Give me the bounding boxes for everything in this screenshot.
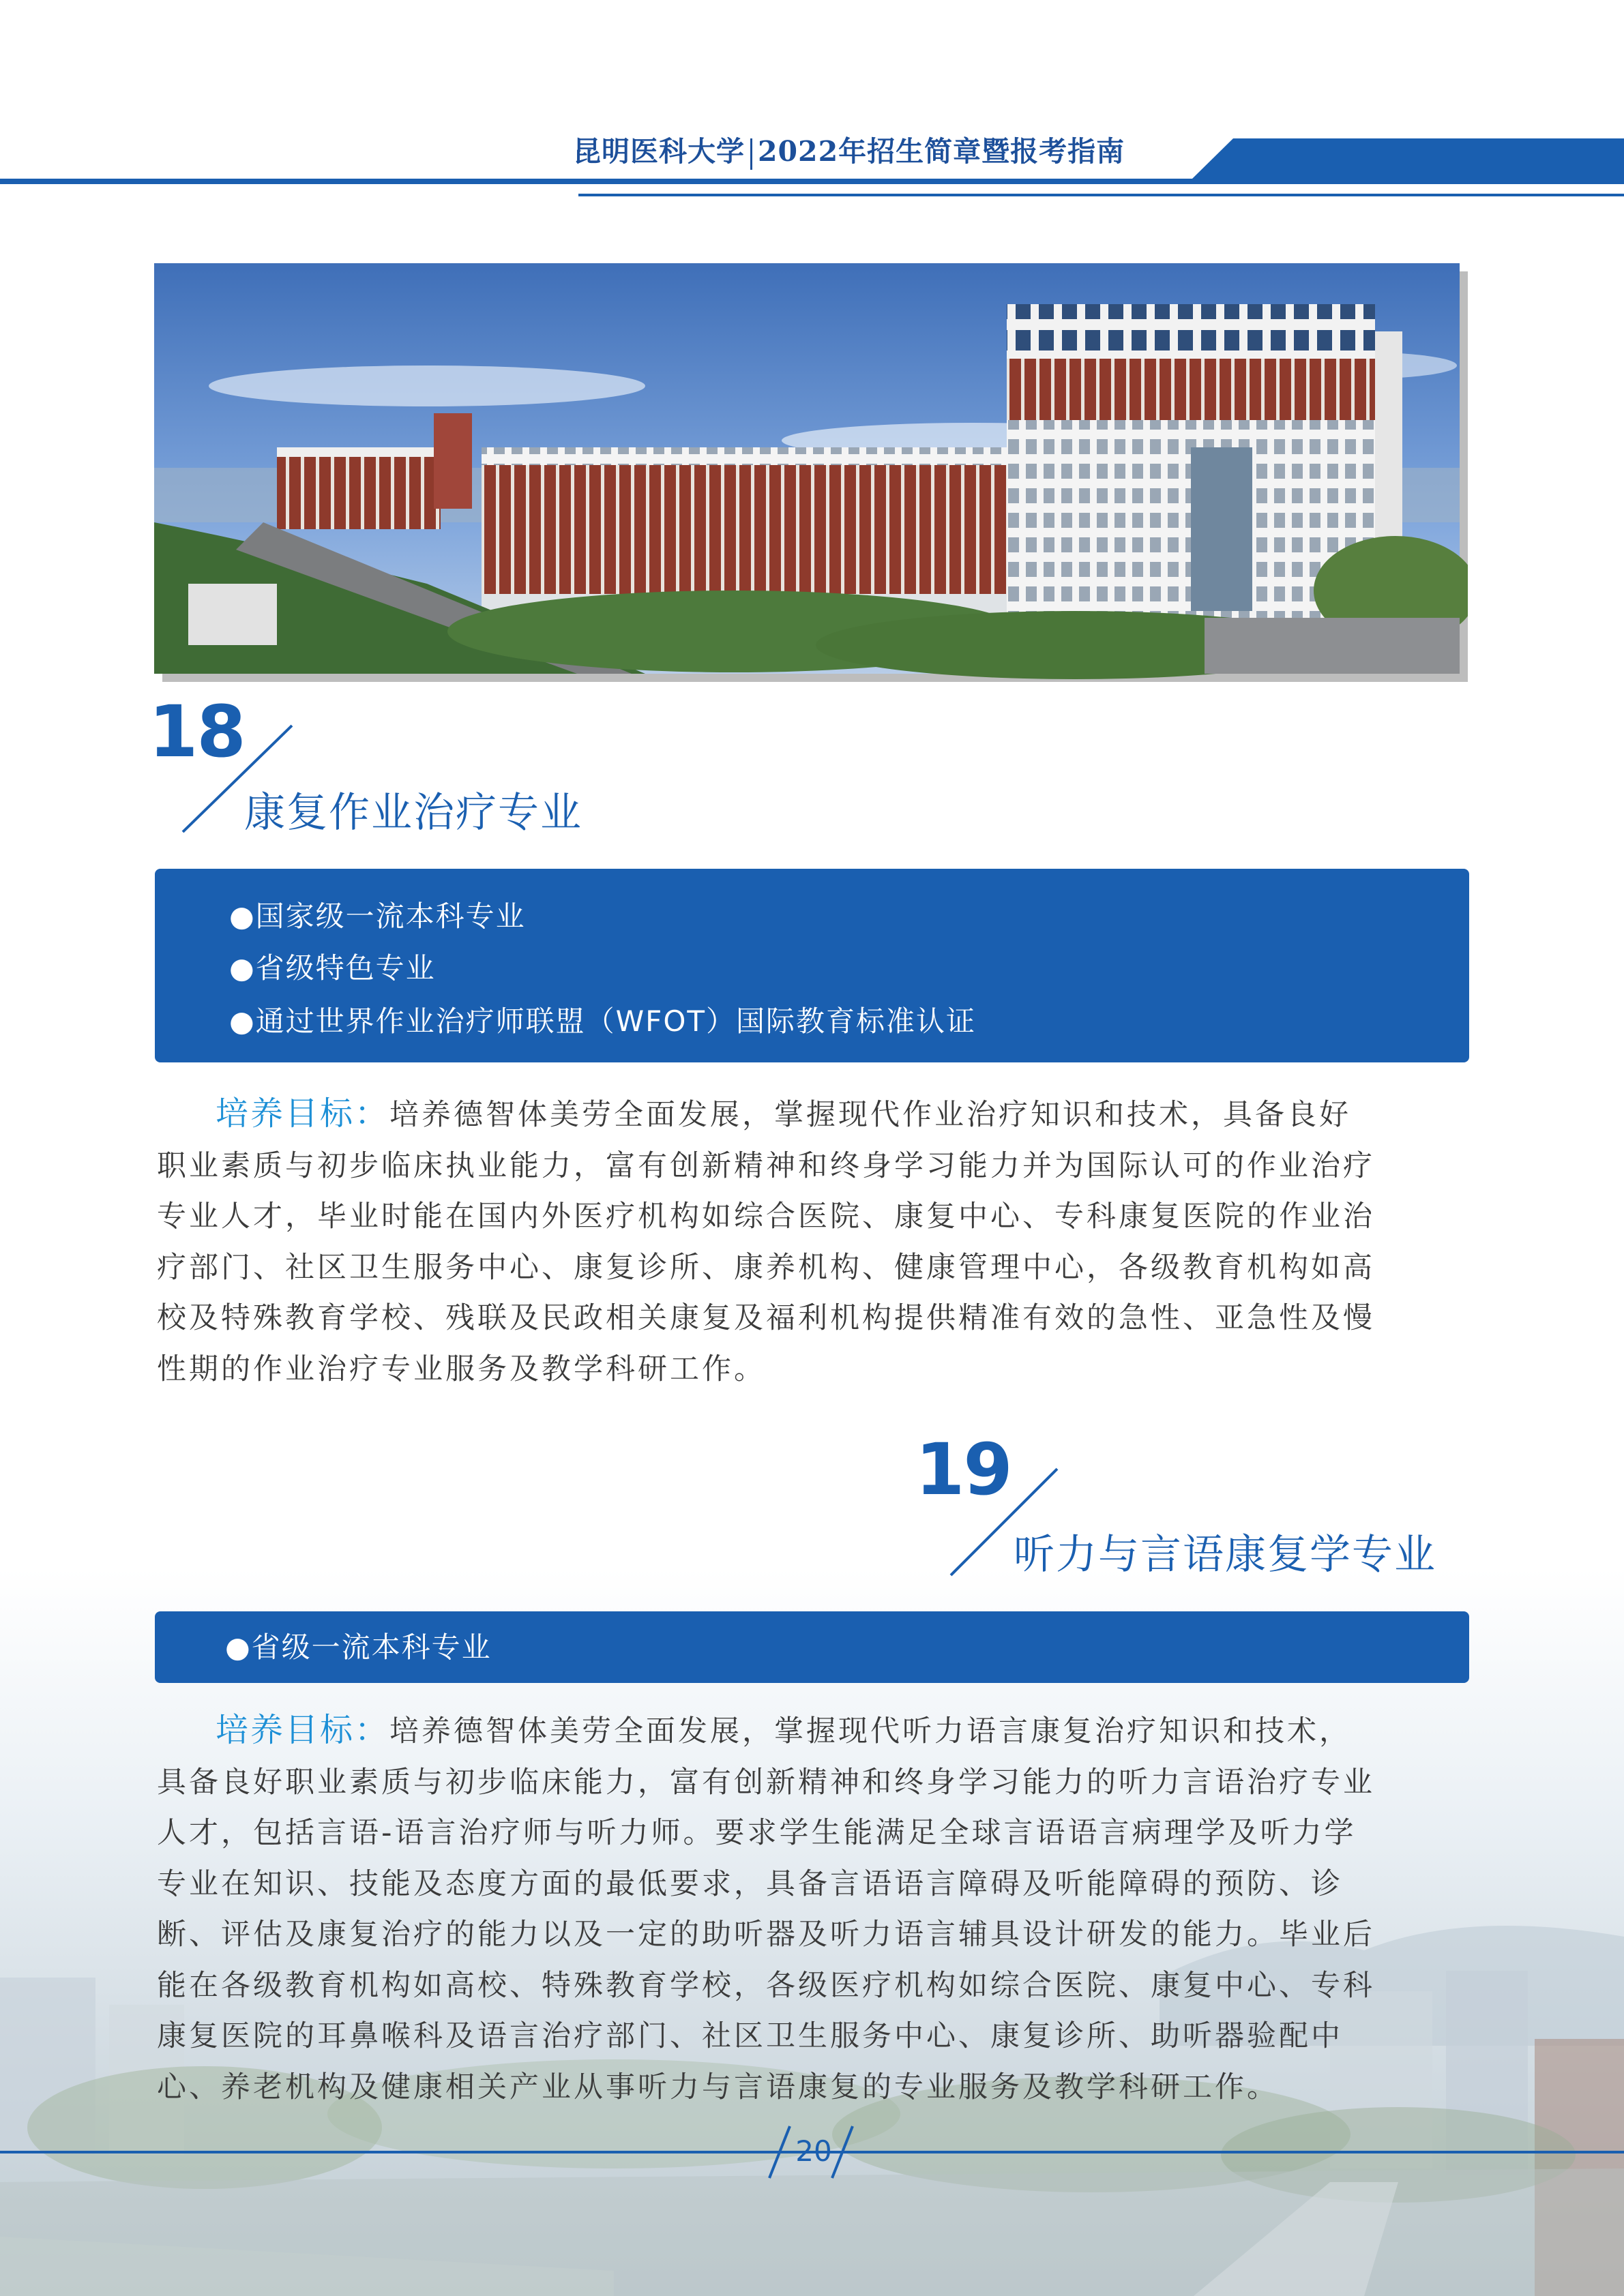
- section-18-goal: [157, 1088, 1473, 1395]
- section-19-title: 听力与言语康复学专业: [1014, 1531, 1436, 1579]
- section-19-goal-line-7: 康复医院的耳鼻喉科及语言治疗部门、社区卫生服务中心、康复诊所、助听器验配中: [157, 2019, 1343, 2053]
- section-18-goal-line-3: 专业人才，毕业时能在国内外医疗机构如综合医院、康复中心、专科康复医院的作业治: [157, 1199, 1375, 1234]
- section-18-goal-line-2: 职业素质与初步临床执业能力，富有创新精神和终身学习能力并为国际认可的作业治疗: [157, 1148, 1375, 1183]
- header: [0, 0, 1624, 205]
- section-18-goal-text-1: 培养德智体美劳全面发展，掌握现代作业治疗知识和技术，具备良好: [389, 1098, 1352, 1132]
- header-school: 昆明医科大学: [573, 135, 745, 168]
- section-18-goal-label: 培养目标：: [216, 1094, 390, 1133]
- header-title: [573, 131, 1200, 172]
- section-19-goal-line-1: [157, 1705, 1473, 1757]
- header-guide-title: 2022年招生简章暨报考指南: [758, 135, 1125, 168]
- section-18-goal-line-4: 疗部门、社区卫生服务中心、康复诊所、康养机构、健康管理中心，各级教育机构如高: [157, 1250, 1375, 1285]
- campus-photo: [154, 263, 1464, 676]
- section-19-goal-line-6: 能在各级教育机构如高校、特殊教育学校，各级医疗机构如综合医院、康复中心、专科: [157, 1968, 1375, 2003]
- section-19-goal-line-5: 断、评估及康复治疗的能力以及一定的助听器及听力语言辅具设计研发的能力。毕业后: [157, 1918, 1375, 1952]
- section-18-goal-line-1: [157, 1088, 1473, 1141]
- section-19-goal-label: 培养目标：: [216, 1711, 390, 1749]
- section-19-goal-line-4: 专业在知识、技能及态度方面的最低要求，具备言语语言障碍及听能障碍的预防、诊: [157, 1866, 1343, 1901]
- section-18-number: 18: [149, 690, 245, 773]
- section-19-goal-line-2: 具备良好职业素质与初步临床能力，富有创新精神和终身学习能力的听力言语治疗专业: [157, 1765, 1375, 1800]
- section-18-highlight-3: ●通过世界作业治疗师联盟（WFOT）国际教育标准认证: [229, 1004, 977, 1038]
- section-19-goal: [157, 1705, 1473, 2113]
- section-19-goal-line-3: 人才，包括言语-语言治疗师与听力师。要求学生能满足全球言语语言病理学及听力学: [157, 1816, 1357, 1850]
- section-18-highlight-1: ●国家级一流本科专业: [229, 899, 526, 933]
- section-19-goal-text-1: 培养德智体美劳全面发展，掌握现代听力语言康复治疗知识和技术，: [389, 1714, 1352, 1748]
- section-18-goal-line-6: 性期的作业治疗专业服务及教学科研工作。: [157, 1352, 766, 1386]
- page-number: 20: [795, 2134, 832, 2168]
- section-18-title: 康复作业治疗专业: [244, 789, 582, 837]
- section-18-goal-line-5: 校及特殊教育学校、残联及民政相关康复及福利机构提供精准有效的急性、亚急性及慢: [157, 1301, 1375, 1335]
- header-separator: [750, 138, 752, 170]
- section-19-number: 19: [915, 1428, 1012, 1511]
- section-18-highlight-2: ●省级特色专业: [229, 951, 436, 985]
- section-19-goal-line-8: 心、养老机构及健康相关产业从事听力与言语康复的专业服务及教学科研工作。: [157, 2070, 1279, 2104]
- section-19-highlight-1: ●省级一流本科专业: [225, 1630, 492, 1664]
